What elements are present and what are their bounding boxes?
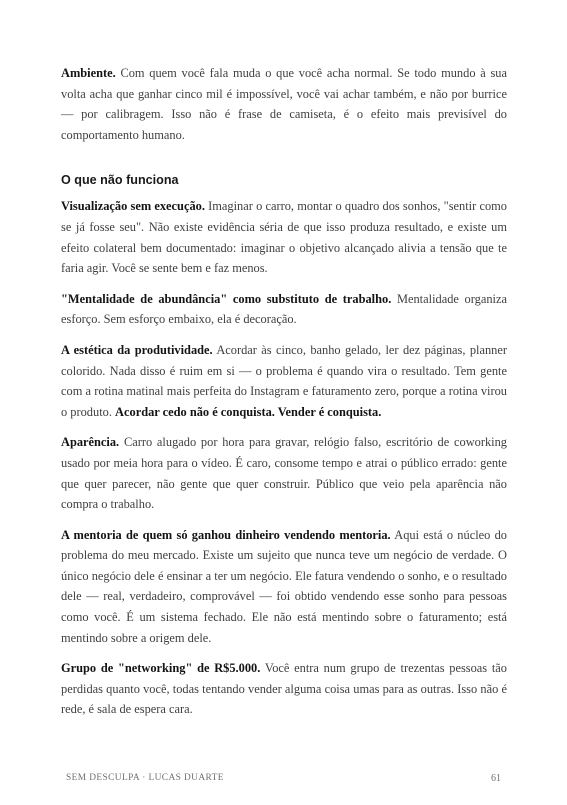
item-lead: A estética da produtividade. bbox=[61, 342, 213, 357]
paragraph-ambiente bbox=[61, 63, 507, 145]
item-lead: Grupo de "networking" de R$5.000. bbox=[61, 661, 261, 676]
item-body: Acordar às cinco, banho gelado, ler dez páginas, planner colorido. Nada disso é ruim em si — o problema é quando vira o resultado. Tem gente com a rotina matinal mais perfeita do Instagram e faturamento zero, porque a rotina virou o produto. bbox=[61, 342, 508, 419]
item-lead: "Mentalidade de abundância" como substituto de trabalho. bbox=[61, 291, 392, 306]
item-body: Mentalidade organiza esforço. Sem esforço embaixo, ela é decoração. bbox=[61, 291, 507, 327]
section-heading: O que não funciona bbox=[61, 173, 179, 188]
item-lead: A mentoria de quem só ganhou dinheiro vendendo mentoria. bbox=[61, 527, 391, 542]
list-item bbox=[61, 196, 507, 278]
paragraph-lead: Ambiente. bbox=[61, 66, 116, 80]
list-item bbox=[61, 658, 507, 720]
list-item bbox=[61, 525, 507, 649]
running-footer-title: SEM DESCULPA · LUCAS DUARTE bbox=[66, 773, 224, 783]
list-item bbox=[61, 289, 507, 330]
item-lead: Visualização sem execução. bbox=[61, 199, 205, 214]
item-body: Imaginar o carro, montar o quadro dos sonhos, "sentir como se já fosse seu". Não existe evidência séria de que isso produza resultado, e existe um efeito colateral bem documentado: imaginar o objetivo alcançado alivia a tensão que te faria agir. Você se sente bem e faz menos. bbox=[61, 199, 507, 276]
item-body: Aqui está o núcleo do problema do meu mercado. Existe um sujeito que nunca teve um negócio de verdade. O único negócio dele é ensinar a ter um negócio. Ele fatura vendendo o sonho, e o resultado dele — real, verdadeiro, comprovável — foi obtido vendendo esse sonho para pessoas como você. É um sistema fechado. Ele não está mentindo sobre o faturamento; está mentindo sobre a origem dele. bbox=[61, 527, 507, 645]
page-number: 61 bbox=[491, 773, 501, 784]
item-emphasis: Acordar cedo não é conquista. Vender é conquista. bbox=[115, 404, 382, 419]
item-body: Carro alugado por hora para gravar, relógio falso, escritório de coworking usado por meia hora para o vídeo. É caro, consome tempo e atrai o público errado: gente que quer parecer, não gente que quer construir. Público que veio pela aparência não compra o trabalho. bbox=[61, 435, 507, 512]
list-item bbox=[61, 340, 507, 422]
item-body: Você entra num grupo de trezentas pessoas tão perdidas quanto você, todas tentando vender alguma coisa umas para as outras. Isso não é rede, é sala de espera cara. bbox=[61, 661, 507, 717]
item-lead: Aparência. bbox=[61, 435, 120, 450]
paragraph-body: Com quem você fala muda o que você acha normal. Se todo mundo à sua volta acha que ganhar cinco mil é impossível, você vai achar também, e não por burrice — por calibragem. Isso não é frase de camiseta, é o efeito mais previsível do comportamento humano. bbox=[61, 66, 507, 142]
list-item bbox=[61, 432, 507, 514]
page-body bbox=[61, 63, 507, 720]
